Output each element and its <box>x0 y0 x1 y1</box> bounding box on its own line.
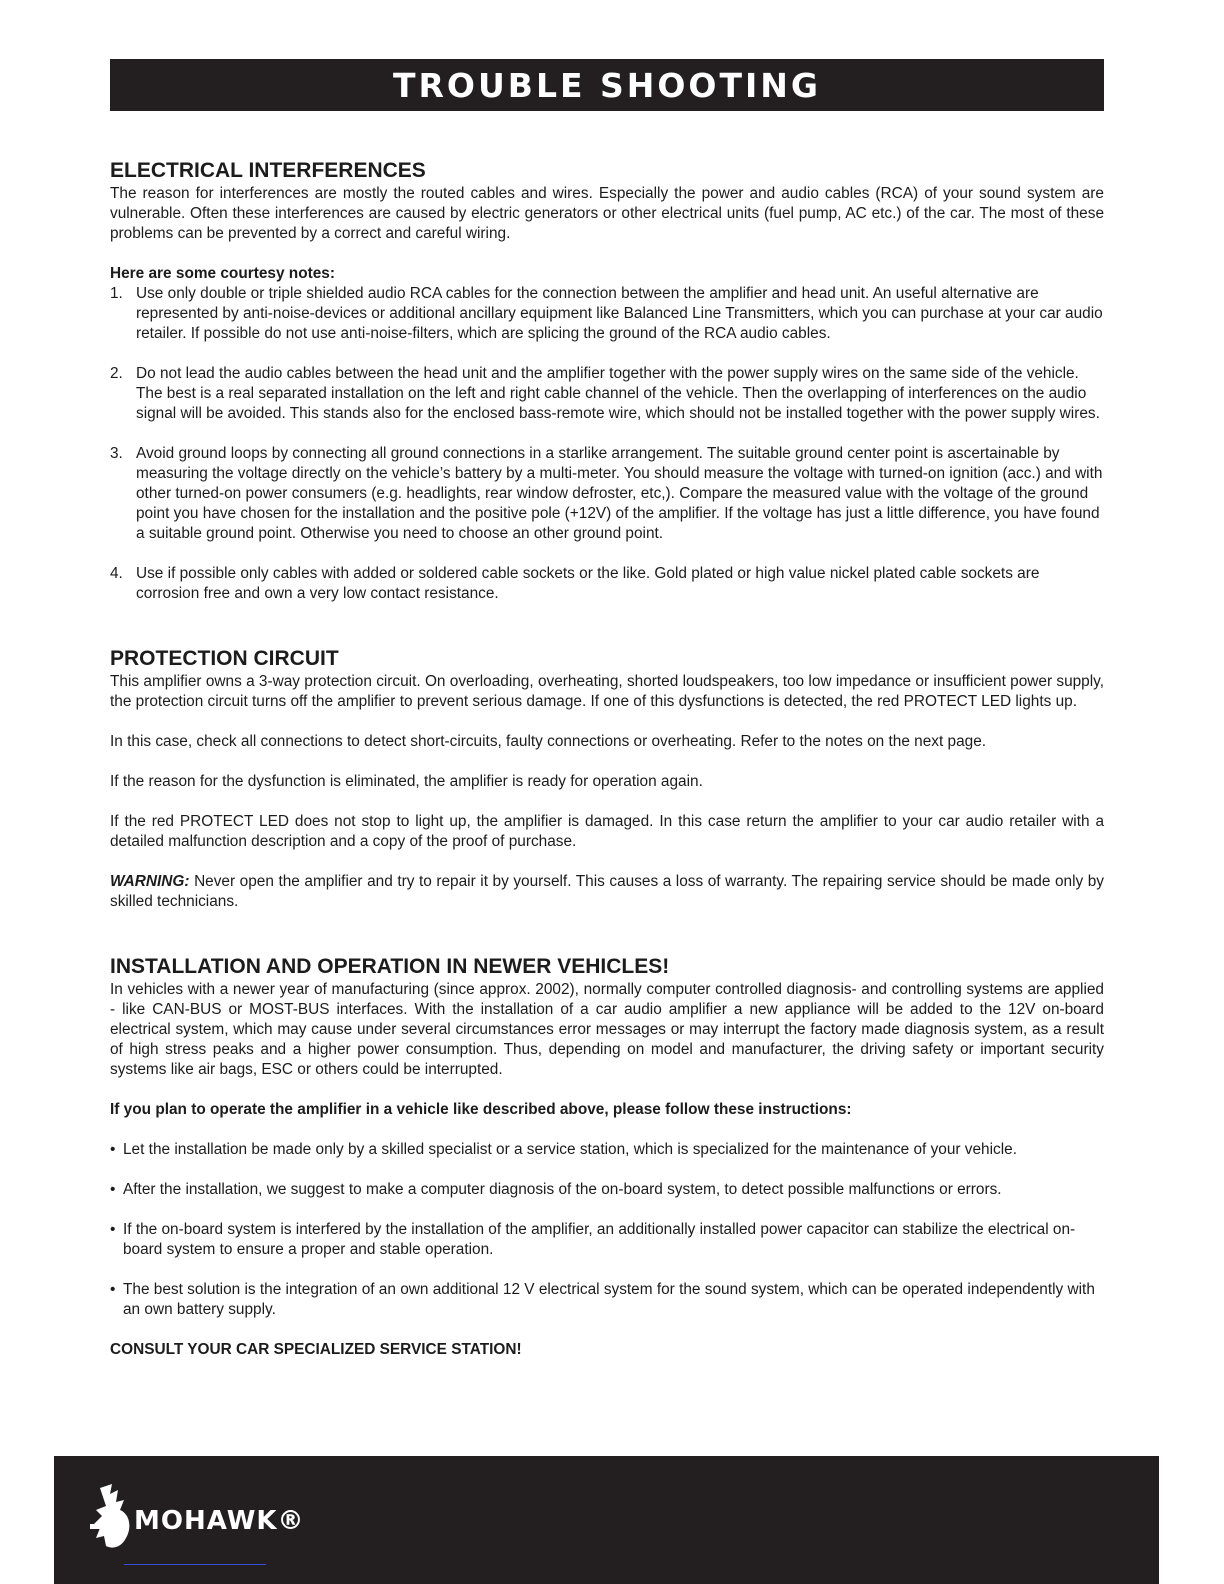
footer-bar <box>54 1456 1159 1584</box>
section-electrical-interferences <box>110 158 1104 604</box>
notes-label: Here are some courtesy notes: <box>110 265 335 282</box>
section-heading: ELECTRICAL INTERFERENCES <box>110 159 426 182</box>
notes-list <box>110 284 1104 604</box>
list-text: If the on-board system is interfered by the installation of the amplifier, an additionally installed power capacitor can stabilize the electrical on-board system to ensure a proper and stable operation. <box>123 1221 1076 1258</box>
brand-logo <box>90 1480 330 1560</box>
list-item <box>110 444 1104 544</box>
page-title-banner <box>110 59 1104 111</box>
list-item <box>110 1220 1104 1260</box>
list-item <box>110 364 1104 424</box>
section-protection-circuit <box>110 646 1104 912</box>
list-item <box>110 1140 1104 1160</box>
warning-paragraph <box>110 872 1104 912</box>
list-text: Let the installation be made only by a skilled specialist or a service station, which is specialized for the maintenance of your vehicle. <box>123 1141 1017 1158</box>
list-text: After the installation, we suggest to make a computer diagnosis of the on-board system, to detect possible malfunctions or errors. <box>123 1181 1002 1198</box>
section-heading: INSTALLATION AND OPERATION IN NEWER VEHICLES! <box>110 955 670 978</box>
section-heading: PROTECTION CIRCUIT <box>110 647 339 670</box>
list-text: Do not lead the audio cables between the head unit and the amplifier together with the power supply wires on the same side of the vehicle. The best is a real separated installation on the left and right cable channel of the vehicle. Then the overlapping of interferences on the audio signal will be avoided. This stands also for the enclosed bass-remote wire, which should not be installed together with the power supply wires. <box>136 365 1100 422</box>
paragraph: This amplifier owns a 3-way protection circuit. On overloading, overheating, shorted loudspeakers, too low impedance or insufficient power supply, the protection circuit turns off the amplifier to prevent serious damage. If one of this dysfunctions is detected, the red PROTECT LED lights up. <box>110 673 1104 710</box>
list-item <box>110 1280 1104 1320</box>
instructions-label: If you plan to operate the amplifier in a vehicle like described above, please follow these instructions: <box>110 1101 852 1118</box>
bullet-icon: • <box>110 1181 116 1198</box>
warning-label: WARNING: <box>110 873 190 890</box>
paragraph: The reason for interferences are mostly the routed cables and wires. Especially the power and audio cables (RCA) of your sound system are vulnerable. Often these interferences are caused by electric generators or other electrical units (fuel pump, AC etc.) of the car. The most of these problems can be prevented by a correct and careful wiring. <box>110 185 1104 242</box>
paragraph: In this case, check all connections to detect short-circuits, faulty connections or overheating. Refer to the notes on the next page. <box>110 733 987 750</box>
instructions-list <box>110 1140 1104 1320</box>
consult-note: CONSULT YOUR CAR SPECIALIZED SERVICE STATION! <box>110 1341 522 1358</box>
paragraph: If the reason for the dysfunction is eliminated, the amplifier is ready for operation again. <box>110 773 703 790</box>
list-item <box>110 1180 1104 1200</box>
warning-text: Never open the amplifier and try to repair it by yourself. This causes a loss of warranty. The repairing service should be made only by skilled technicians. <box>110 873 1104 910</box>
bullet-icon: • <box>110 1141 116 1158</box>
page-title: TROUBLE SHOOTING <box>393 65 821 105</box>
bullet-icon: • <box>110 1281 116 1298</box>
divider <box>124 1564 266 1565</box>
document-body <box>110 158 1104 1360</box>
list-text: Avoid ground loops by connecting all ground connections in a starlike arrangement. The suitable ground center point is ascertainable by measuring the voltage directly on the vehicle’s battery by a multi-meter. You should measure the voltage with turned-on ignition (acc.) and with other turned-on power consumers (e.g. headlights, rear window defroster, etc,). Compare the measured value with the voltage of the ground point you have chosen for the installation and the positive pole (+12V) of the amplifier. If the voltage has just a little difference, you have found a suitable ground point. Otherwise you need to choose an other ground point. <box>136 445 1103 542</box>
list-number: 4. <box>110 565 123 582</box>
section-installation <box>110 954 1104 1360</box>
list-text: The best solution is the integration of an own additional 12 V electrical system for the sound system, which can be operated independently with an own battery supply. <box>123 1281 1095 1318</box>
list-text: Use only double or triple shielded audio RCA cables for the connection between the amplifier and head unit. An useful alternative are represented by anti-noise-devices or additional ancillary equipment like Balanced Line Transmitters, which you can purchase at your car audio retailer. If possible do not use anti-noise-filters, which are splicing the ground of the RCA audio cables. <box>136 285 1103 342</box>
list-number: 1. <box>110 285 123 302</box>
list-item <box>110 284 1104 344</box>
list-number: 2. <box>110 365 123 382</box>
brand-name: MOHAWK® <box>134 1506 305 1536</box>
paragraph: In vehicles with a newer year of manufacturing (since approx. 2002), normally computer controlled diagnosis- and controlling systems are applied - like CAN-BUS or MOST-BUS interfaces. With the installation of a car audio amplifier a new appliance will be added to the 12V on-board electrical system, which may cause under several circumstances error messages or may interrupt the factory made diagnosis system, as a result of high stress peaks and a higher power consumption. Thus, depending on model and manufacturer, the driving safety or important security systems like air bags, ESC or others could be interrupted. <box>110 981 1104 1078</box>
mohawk-head-icon <box>90 1480 140 1560</box>
list-text: Use if possible only cables with added or soldered cable sockets or the like. Gold plated or high value nickel plated cable sockets are corrosion free and own a very low contact resistance. <box>136 565 1040 602</box>
bullet-icon: • <box>110 1221 116 1238</box>
paragraph: If the red PROTECT LED does not stop to light up, the amplifier is damaged. In this case return the amplifier to your car audio retailer with a detailed malfunction description and a copy of the proof of purchase. <box>110 813 1104 850</box>
list-item <box>110 564 1104 604</box>
list-number: 3. <box>110 445 123 462</box>
